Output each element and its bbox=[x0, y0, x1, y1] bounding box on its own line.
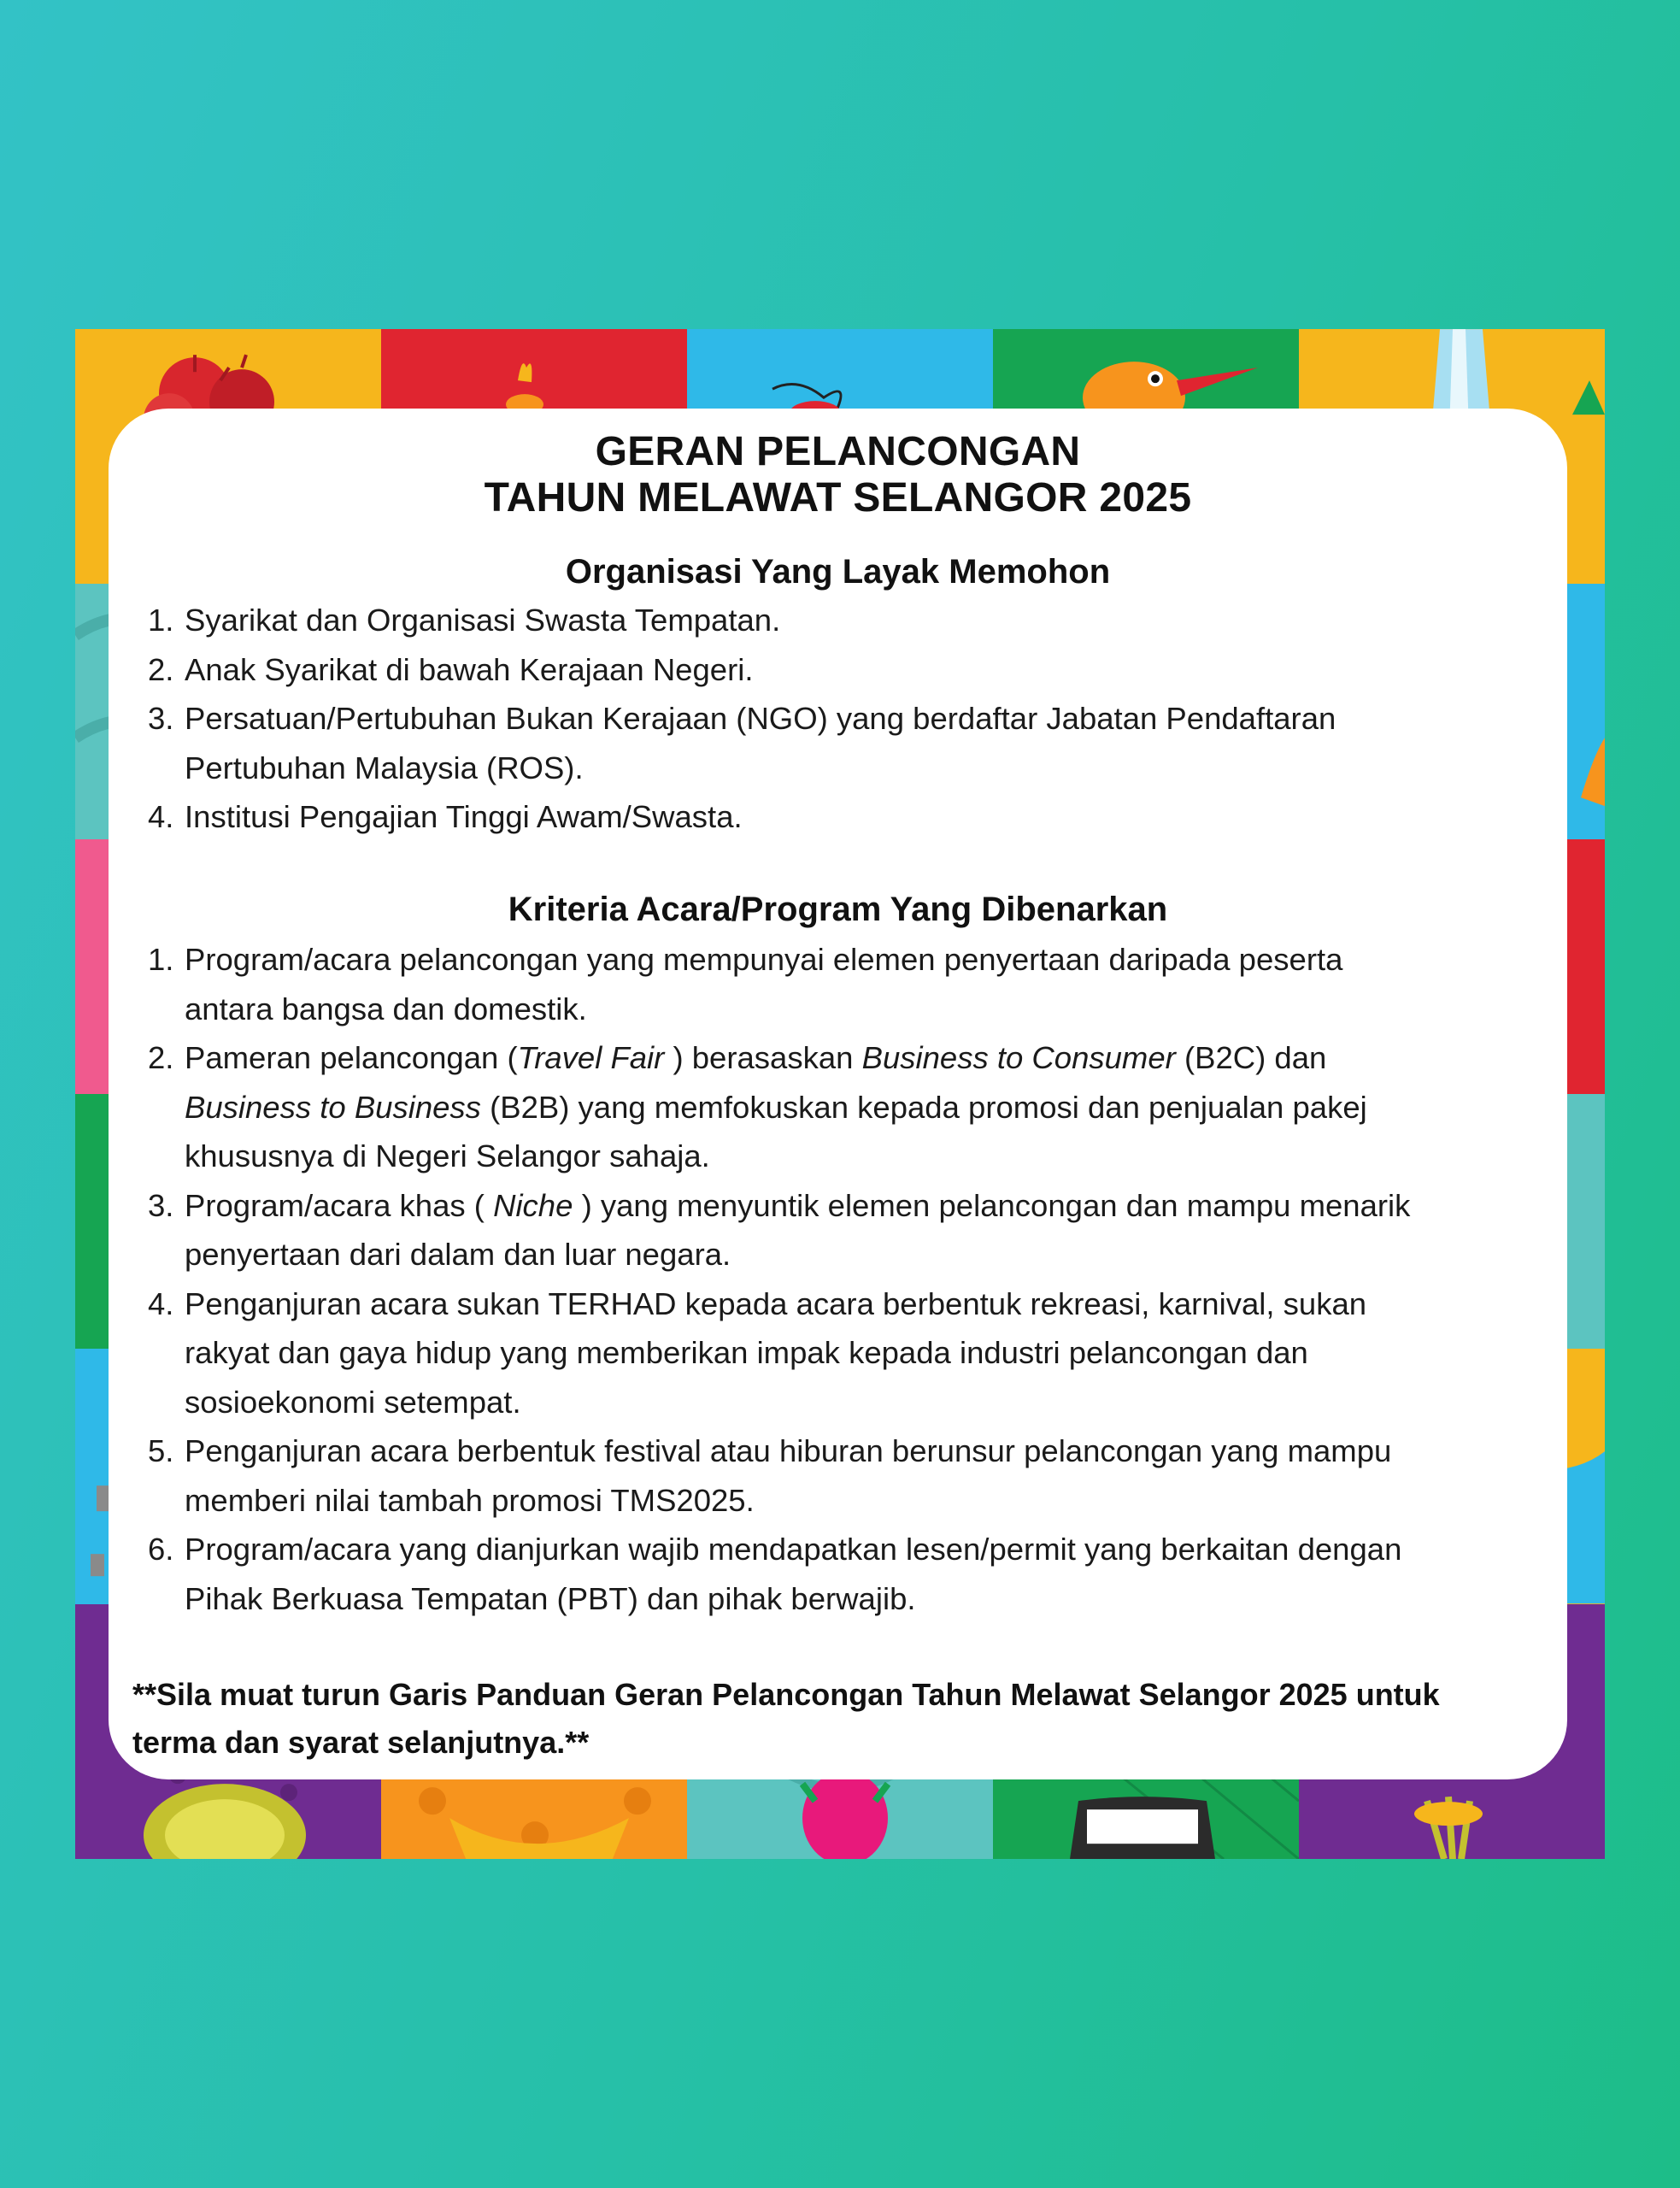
content-card bbox=[109, 409, 1567, 1779]
eligible-organisations-list bbox=[109, 596, 1567, 842]
section-heading-allowed-programs: Kriteria Acara/Program Yang Dibenarkan bbox=[508, 891, 1168, 928]
list-item: 4. Penganjuran acara sukan TERHAD kepada acara berbentuk rekreasi, karnival, sukan rakyat dan gaya hidup yang memberikan impak kepada industri pelancongan dan sosioekonomi setempat. bbox=[148, 1285, 1367, 1420]
allowed-programs-list bbox=[109, 935, 1567, 1623]
page-title bbox=[109, 429, 1567, 521]
list-item: 2. Pameran pelancongan (Travel Fair ) berasaskan Business to Consumer (B2C) dan Business to Business (B2B) yang memfokuskan kepada promosi dan penjualan pakej khususnya di Negeri Selangor sahaja. bbox=[148, 1040, 1367, 1173]
list-item: 6. Program/acara yang dianjurkan wajib mendapatkan lesen/permit yang berkaitan dengan Pihak Berkuasa Tempatan (PBT) dan pihak berwajib. bbox=[148, 1532, 1402, 1616]
list-item: 5. Penganjuran acara berbentuk festival atau hiburan berunsur pelancongan yang mampu memberi nilai tambah promosi TMS2025. bbox=[148, 1433, 1392, 1518]
list-item: 3. Persatuan/Pertubuhan Bukan Kerajaan (NGO) yang berdaftar Jabatan Pendaftaran Pertubuhan Malaysia (ROS). bbox=[148, 701, 1336, 785]
list-item: 1. Program/acara pelancongan yang mempunyai elemen penyertaan daripada peserta antara bangsa dan domestik. bbox=[148, 942, 1343, 1026]
list-item: 2. Anak Syarikat di bawah Kerajaan Negeri. bbox=[148, 651, 754, 687]
title-line-1: GERAN PELANCONGAN bbox=[595, 429, 1081, 474]
list-item: 1. Syarikat dan Organisasi Swasta Tempatan. bbox=[148, 603, 781, 638]
title-line-2: TAHUN MELAWAT SELANGOR 2025 bbox=[484, 475, 1192, 521]
download-guidelines-note: **Sila muat turun Garis Panduan Geran Pelancongan Tahun Melawat Selangor 2025 untuk terma dan syarat selanjutnya.** bbox=[132, 1677, 1440, 1760]
section-heading-eligible-organisations: Organisasi Yang Layak Memohon bbox=[565, 553, 1111, 591]
list-item: 4. Institusi Pengajian Tinggi Awam/Swasta. bbox=[148, 799, 743, 834]
list-item: 3. Program/acara khas ( Niche ) yang menyuntik elemen pelancongan dan mampu menarik penyertaan dari dalam dan luar negara. bbox=[148, 1187, 1411, 1272]
